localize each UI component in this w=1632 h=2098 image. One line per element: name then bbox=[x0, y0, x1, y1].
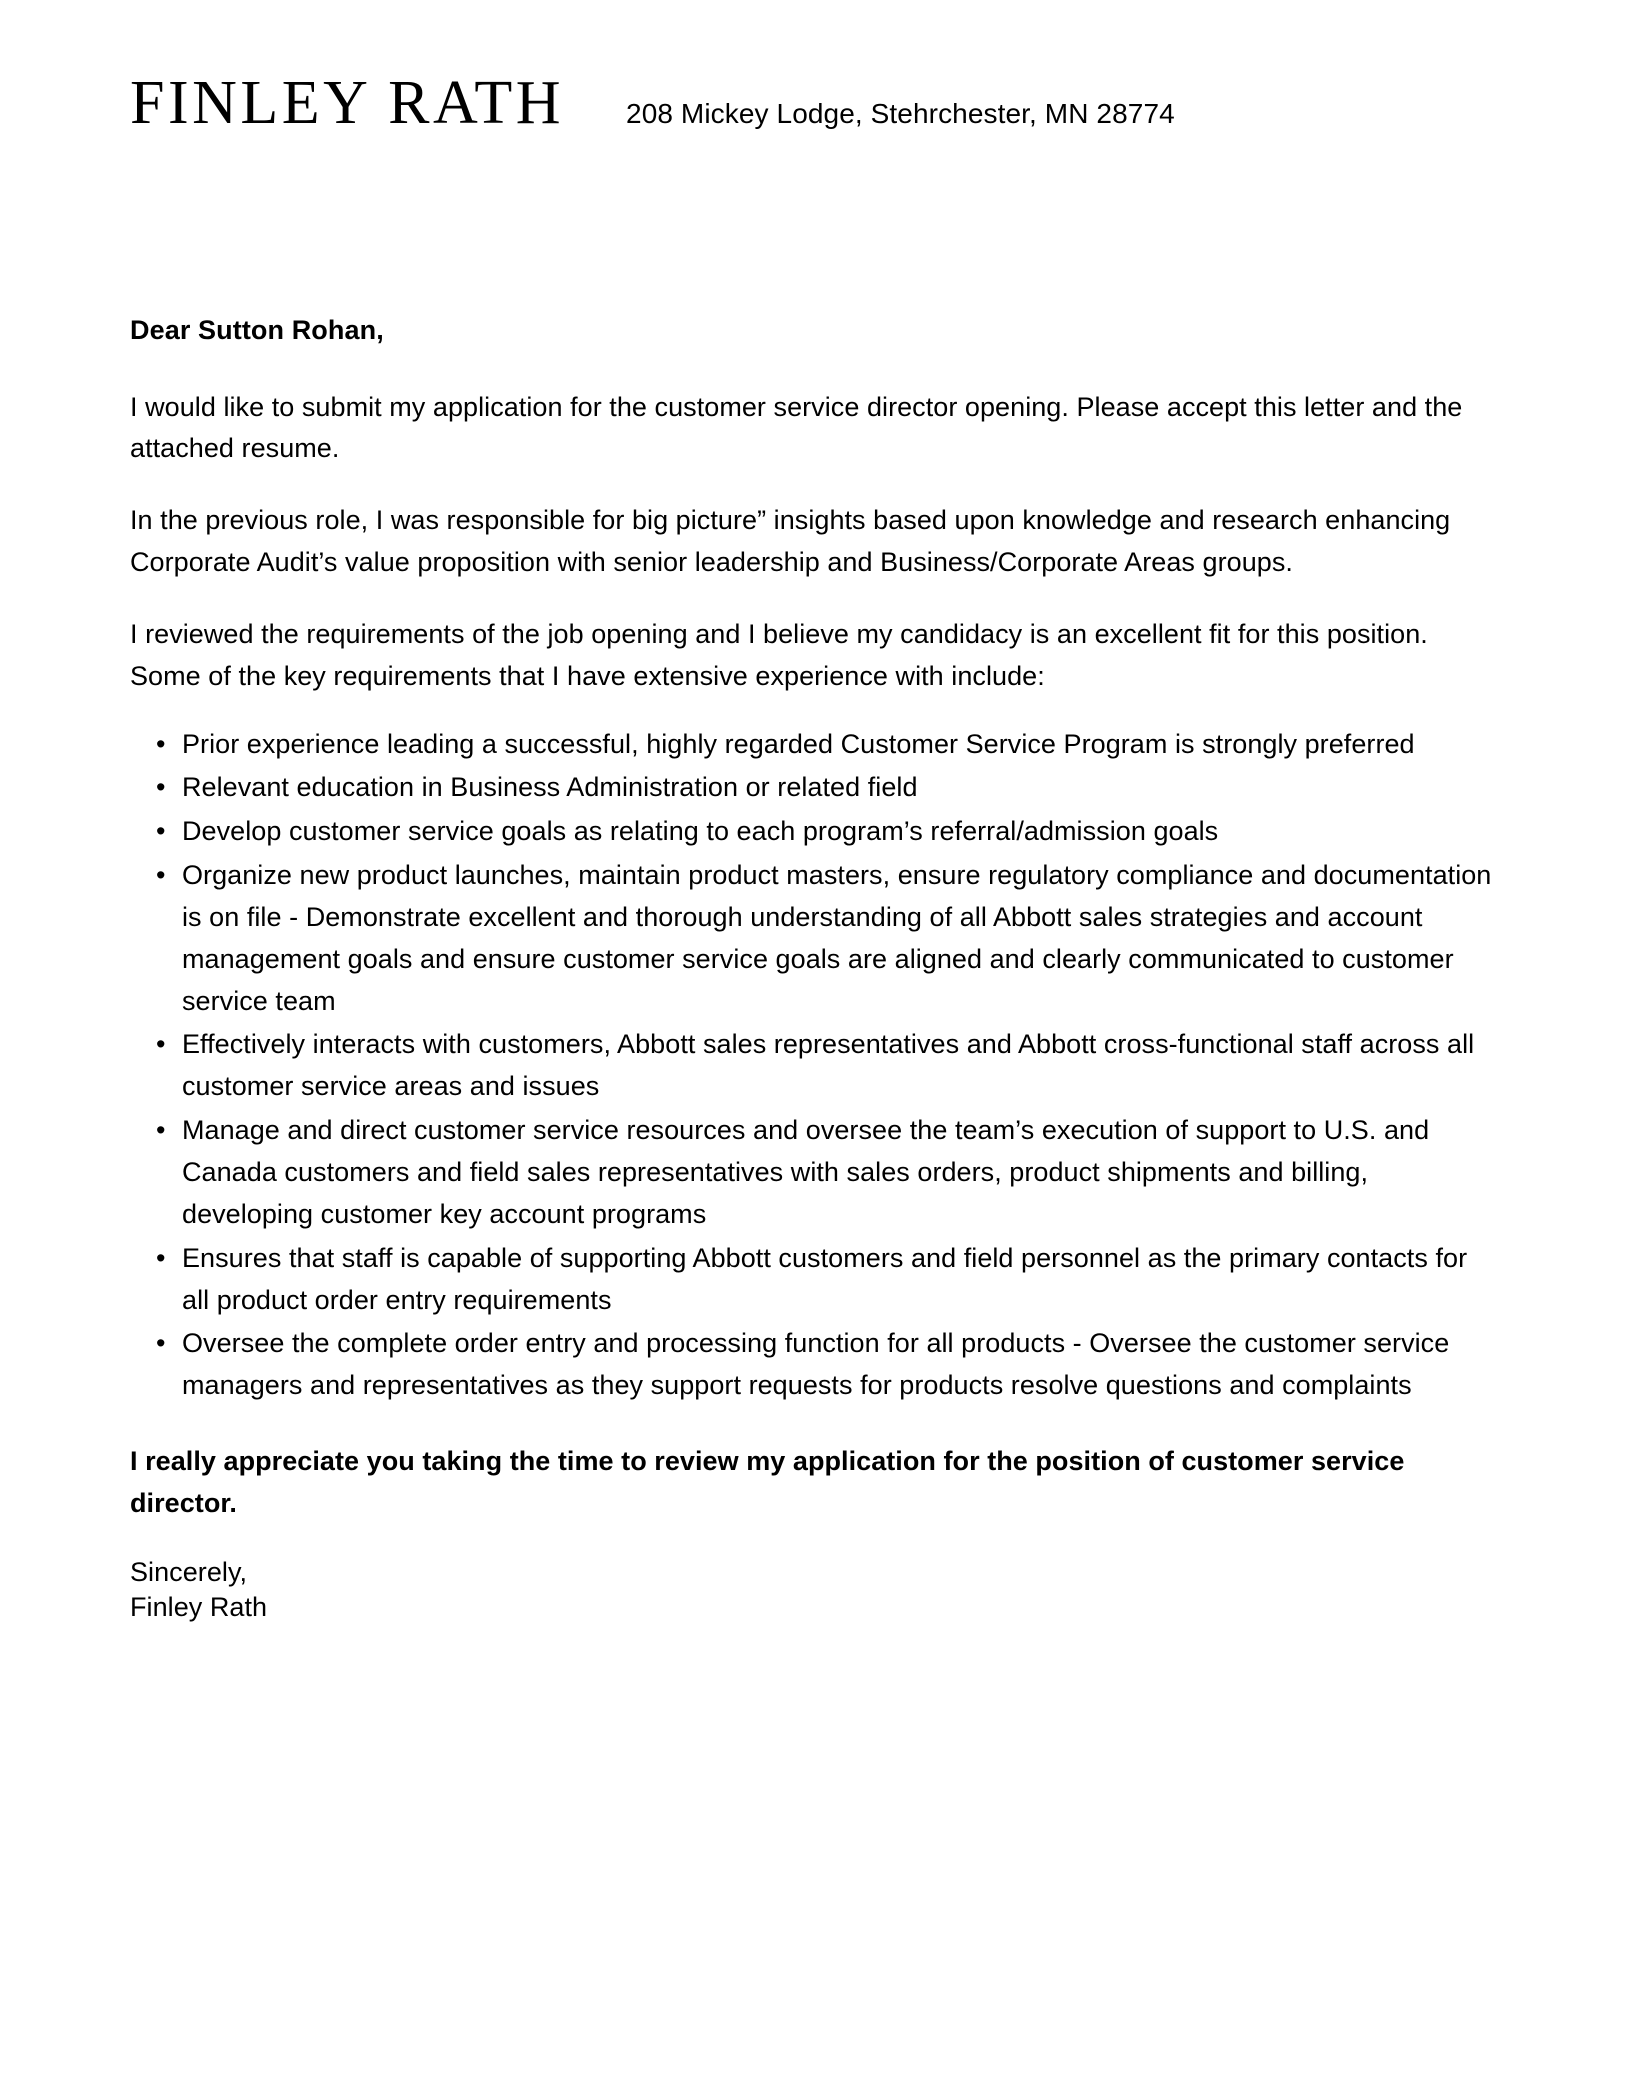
sender-name: FINLEY RATH bbox=[130, 69, 565, 137]
requirements-intro-paragraph: I reviewed the requirements of the job opening and I believe my candidacy is an excellent fit for this position. Some of the key requirements that I have extensive experience with include: bbox=[130, 618, 1428, 691]
letter-body bbox=[130, 310, 1492, 1625]
list-item: • Relevant education in Business Administration or related field bbox=[182, 767, 1492, 809]
letterhead bbox=[130, 69, 1500, 137]
list-item: • Manage and direct customer service resources and oversee the team’s execution of support to U.S. and Canada customers and field sales representatives with sales orders, product shipments and billing, developing customer key account programs bbox=[182, 1110, 1492, 1236]
list-item: • Effectively interacts with customers, Abbott sales representatives and Abbott cross-functional staff across all customer service areas and issues bbox=[182, 1024, 1492, 1108]
list-item: • Ensures that staff is capable of supporting Abbott customers and field personnel as the primary contacts for all product order entry requirements bbox=[182, 1238, 1492, 1322]
list-item: • Organize new product launches, maintain product masters, ensure regulatory compliance and documentation is on file - Demonstrate excellent and thorough understanding of all Abbott sales strategies and account management goals and ensure customer service goals are aligned and clearly communicated to customer service team bbox=[182, 855, 1492, 1022]
signoff-text: Sincerely, bbox=[130, 1556, 248, 1587]
requirements-list bbox=[130, 724, 1492, 1408]
signature-name: Finley Rath bbox=[130, 1591, 268, 1622]
list-item: • Prior experience leading a successful, highly regarded Customer Service Program is strongly preferred bbox=[182, 724, 1492, 766]
experience-paragraph: In the previous role, I was responsible for big picture” insights based upon knowledge and research enhancing Corporate Audit’s value proposition with senior leadership and Business/Corporate Areas groups. bbox=[130, 505, 1451, 578]
salutation: Dear Sutton Rohan, bbox=[130, 315, 384, 345]
signature-block bbox=[130, 1555, 1492, 1625]
intro-paragraph: I would like to submit my application for the customer service director opening. Please accept this letter and the attached resume. bbox=[130, 391, 1463, 464]
list-item: • Oversee the complete order entry and processing function for all products - Oversee the customer service managers and representatives as they support requests for products resolve questions and complaints bbox=[182, 1323, 1492, 1407]
sender-address: 208 Mickey Lodge, Stehrchester, MN 28774 bbox=[626, 98, 1175, 129]
list-item: • Develop customer service goals as relating to each program’s referral/admission goals bbox=[182, 811, 1492, 853]
closing-paragraph: I really appreciate you taking the time to review my application for the position of customer service director. bbox=[130, 1446, 1405, 1518]
